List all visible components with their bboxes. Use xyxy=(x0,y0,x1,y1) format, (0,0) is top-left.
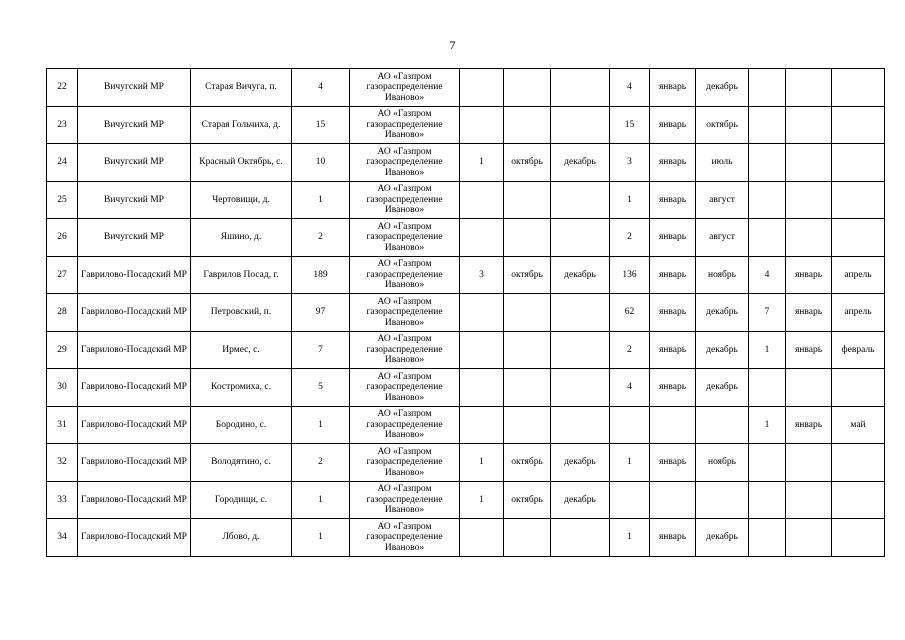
cell-district: Вичугский МР xyxy=(78,144,191,182)
cell-c-count xyxy=(749,106,786,144)
cell-district: Гаврилово-Посадский МР xyxy=(78,294,191,332)
cell-a-start xyxy=(504,106,551,144)
cell-num: 31 xyxy=(47,406,78,444)
cell-district: Гаврилово-Посадский МР xyxy=(78,331,191,369)
cell-a-end: декабрь xyxy=(551,481,610,519)
cell-a-end: декабрь xyxy=(551,444,610,482)
cell-num: 26 xyxy=(47,219,78,257)
cell-a-count xyxy=(460,106,504,144)
cell-b-start: январь xyxy=(650,219,696,257)
cell-b-count: 1 xyxy=(610,181,650,219)
cell-c-start xyxy=(786,144,832,182)
cell-b-count: 1 xyxy=(610,444,650,482)
cell-c-end xyxy=(832,106,885,144)
cell-a-start: октябрь xyxy=(504,444,551,482)
cell-a-end xyxy=(551,331,610,369)
cell-c-start xyxy=(786,219,832,257)
cell-b-start xyxy=(650,406,696,444)
cell-c-end: февраль xyxy=(832,331,885,369)
cell-district: Вичугский МР xyxy=(78,69,191,107)
cell-org: АО «Газпром газораспределение Иваново» xyxy=(350,369,460,407)
cell-place: Костромиха, с. xyxy=(191,369,292,407)
cell-b-count xyxy=(610,406,650,444)
cell-b-count: 2 xyxy=(610,219,650,257)
cell-count: 1 xyxy=(292,406,350,444)
cell-a-start: октябрь xyxy=(504,144,551,182)
cell-b-count: 3 xyxy=(610,144,650,182)
cell-org: АО «Газпром газораспределение Иваново» xyxy=(350,519,460,557)
cell-a-end xyxy=(551,369,610,407)
cell-count: 1 xyxy=(292,181,350,219)
cell-district: Гаврилово-Посадский МР xyxy=(78,256,191,294)
cell-c-start xyxy=(786,369,832,407)
cell-count: 7 xyxy=(292,331,350,369)
cell-num: 25 xyxy=(47,181,78,219)
cell-a-start xyxy=(504,331,551,369)
cell-num: 23 xyxy=(47,106,78,144)
cell-c-count xyxy=(749,481,786,519)
cell-a-start: октябрь xyxy=(504,481,551,519)
cell-num: 27 xyxy=(47,256,78,294)
table-row xyxy=(47,294,885,332)
cell-b-end: ноябрь xyxy=(696,256,749,294)
cell-district: Гаврилово-Посадский МР xyxy=(78,444,191,482)
cell-c-start xyxy=(786,106,832,144)
cell-num: 32 xyxy=(47,444,78,482)
cell-c-start: январь xyxy=(786,331,832,369)
cell-b-count xyxy=(610,481,650,519)
cell-a-count xyxy=(460,519,504,557)
cell-place: Гаврилов Посад, г. xyxy=(191,256,292,294)
cell-district: Гаврилово-Посадский МР xyxy=(78,519,191,557)
cell-c-end xyxy=(832,519,885,557)
cell-count: 2 xyxy=(292,219,350,257)
cell-district: Вичугский МР xyxy=(78,106,191,144)
cell-c-start xyxy=(786,481,832,519)
cell-org: АО «Газпром газораспределение Иваново» xyxy=(350,444,460,482)
table-row xyxy=(47,256,885,294)
cell-a-count xyxy=(460,219,504,257)
cell-c-count xyxy=(749,219,786,257)
cell-b-end: ноябрь xyxy=(696,444,749,482)
cell-c-count xyxy=(749,144,786,182)
cell-b-end xyxy=(696,481,749,519)
cell-num: 22 xyxy=(47,69,78,107)
cell-org: АО «Газпром газораспределение Иваново» xyxy=(350,144,460,182)
cell-c-start xyxy=(786,519,832,557)
cell-num: 29 xyxy=(47,331,78,369)
table-row xyxy=(47,406,885,444)
cell-num: 28 xyxy=(47,294,78,332)
cell-c-start xyxy=(786,181,832,219)
cell-b-start: январь xyxy=(650,106,696,144)
cell-place: Старая Вичуга, п. xyxy=(191,69,292,107)
table-row xyxy=(47,219,885,257)
cell-b-start: январь xyxy=(650,69,696,107)
cell-count: 1 xyxy=(292,519,350,557)
cell-c-count xyxy=(749,369,786,407)
cell-a-count: 3 xyxy=(460,256,504,294)
cell-a-end: декабрь xyxy=(551,144,610,182)
cell-a-end xyxy=(551,106,610,144)
cell-b-start: январь xyxy=(650,444,696,482)
cell-a-start xyxy=(504,219,551,257)
cell-b-end: октябрь xyxy=(696,106,749,144)
cell-c-count xyxy=(749,69,786,107)
cell-c-count xyxy=(749,181,786,219)
cell-a-start xyxy=(504,181,551,219)
cell-a-count xyxy=(460,331,504,369)
table-row xyxy=(47,444,885,482)
cell-b-end: июль xyxy=(696,144,749,182)
cell-place: Яшино, д. xyxy=(191,219,292,257)
cell-b-end: декабрь xyxy=(696,519,749,557)
cell-a-end xyxy=(551,294,610,332)
cell-num: 34 xyxy=(47,519,78,557)
cell-c-count xyxy=(749,444,786,482)
cell-a-end xyxy=(551,519,610,557)
table-row xyxy=(47,481,885,519)
cell-b-count: 4 xyxy=(610,69,650,107)
cell-a-start xyxy=(504,294,551,332)
cell-c-end xyxy=(832,444,885,482)
cell-count: 97 xyxy=(292,294,350,332)
cell-org: АО «Газпром газораспределение Иваново» xyxy=(350,256,460,294)
cell-c-count: 1 xyxy=(749,406,786,444)
cell-org: АО «Газпром газораспределение Иваново» xyxy=(350,181,460,219)
cell-c-start: январь xyxy=(786,256,832,294)
cell-b-end: декабрь xyxy=(696,369,749,407)
cell-district: Гаврилово-Посадский МР xyxy=(78,369,191,407)
cell-a-end xyxy=(551,219,610,257)
cell-a-count xyxy=(460,406,504,444)
cell-district: Гаврилово-Посадский МР xyxy=(78,481,191,519)
cell-a-count: 1 xyxy=(460,144,504,182)
cell-a-start xyxy=(504,369,551,407)
cell-a-start xyxy=(504,406,551,444)
gasification-table xyxy=(46,68,885,557)
cell-org: АО «Газпром газораспределение Иваново» xyxy=(350,406,460,444)
cell-num: 30 xyxy=(47,369,78,407)
table-row xyxy=(47,181,885,219)
cell-place: Володятино, с. xyxy=(191,444,292,482)
cell-district: Вичугский МР xyxy=(78,219,191,257)
cell-b-end: декабрь xyxy=(696,69,749,107)
cell-a-end: декабрь xyxy=(551,256,610,294)
table-row xyxy=(47,519,885,557)
cell-a-count xyxy=(460,181,504,219)
cell-a-count xyxy=(460,294,504,332)
cell-place: Ирмес, с. xyxy=(191,331,292,369)
cell-b-start: январь xyxy=(650,294,696,332)
cell-a-count xyxy=(460,69,504,107)
cell-b-start: январь xyxy=(650,369,696,407)
cell-a-count xyxy=(460,369,504,407)
table-row xyxy=(47,144,885,182)
cell-count: 4 xyxy=(292,69,350,107)
cell-b-end: декабрь xyxy=(696,331,749,369)
cell-b-start: январь xyxy=(650,331,696,369)
cell-org: АО «Газпром газораспределение Иваново» xyxy=(350,69,460,107)
cell-count: 10 xyxy=(292,144,350,182)
cell-b-count: 62 xyxy=(610,294,650,332)
cell-a-start: октябрь xyxy=(504,256,551,294)
cell-b-start: январь xyxy=(650,256,696,294)
cell-a-end xyxy=(551,406,610,444)
cell-c-count: 1 xyxy=(749,331,786,369)
cell-district: Вичугский МР xyxy=(78,181,191,219)
cell-c-end: апрель xyxy=(832,256,885,294)
cell-org: АО «Газпром газораспределение Иваново» xyxy=(350,106,460,144)
cell-place: Петровский, п. xyxy=(191,294,292,332)
cell-a-count: 1 xyxy=(460,481,504,519)
cell-count: 189 xyxy=(292,256,350,294)
cell-c-end xyxy=(832,144,885,182)
cell-c-end xyxy=(832,369,885,407)
cell-c-count: 7 xyxy=(749,294,786,332)
page-number: 7 xyxy=(449,38,456,52)
cell-c-count: 4 xyxy=(749,256,786,294)
cell-place: Бородино, с. xyxy=(191,406,292,444)
cell-c-count xyxy=(749,519,786,557)
cell-b-start: январь xyxy=(650,181,696,219)
table-row xyxy=(47,69,885,107)
cell-b-start: январь xyxy=(650,519,696,557)
cell-org: АО «Газпром газораспределение Иваново» xyxy=(350,331,460,369)
cell-b-count: 4 xyxy=(610,369,650,407)
cell-num: 24 xyxy=(47,144,78,182)
cell-c-start xyxy=(786,69,832,107)
cell-c-end: май xyxy=(832,406,885,444)
cell-b-count: 136 xyxy=(610,256,650,294)
cell-a-start xyxy=(504,69,551,107)
cell-place: Лбово, д. xyxy=(191,519,292,557)
cell-b-end xyxy=(696,406,749,444)
cell-a-end xyxy=(551,69,610,107)
cell-count: 2 xyxy=(292,444,350,482)
cell-count: 5 xyxy=(292,369,350,407)
cell-b-count: 2 xyxy=(610,331,650,369)
cell-c-end xyxy=(832,219,885,257)
table-row xyxy=(47,331,885,369)
cell-c-end xyxy=(832,69,885,107)
cell-count: 1 xyxy=(292,481,350,519)
cell-place: Старая Гольчиха, д. xyxy=(191,106,292,144)
cell-place: Городищи, с. xyxy=(191,481,292,519)
cell-b-count: 1 xyxy=(610,519,650,557)
cell-a-count: 1 xyxy=(460,444,504,482)
cell-b-end: декабрь xyxy=(696,294,749,332)
cell-org: АО «Газпром газораспределение Иваново» xyxy=(350,481,460,519)
cell-district: Гаврилово-Посадский МР xyxy=(78,406,191,444)
cell-c-start: январь xyxy=(786,406,832,444)
cell-num: 33 xyxy=(47,481,78,519)
cell-place: Красный Октябрь, с. xyxy=(191,144,292,182)
cell-c-end xyxy=(832,181,885,219)
cell-c-end: апрель xyxy=(832,294,885,332)
table-body xyxy=(47,69,885,557)
cell-c-start: январь xyxy=(786,294,832,332)
table-row xyxy=(47,106,885,144)
cell-c-start xyxy=(786,444,832,482)
cell-c-end xyxy=(832,481,885,519)
cell-org: АО «Газпром газораспределение Иваново» xyxy=(350,219,460,257)
cell-b-end: август xyxy=(696,219,749,257)
cell-org: АО «Газпром газораспределение Иваново» xyxy=(350,294,460,332)
cell-place: Чертовищи, д. xyxy=(191,181,292,219)
cell-a-end xyxy=(551,181,610,219)
cell-b-start: январь xyxy=(650,144,696,182)
cell-b-count: 15 xyxy=(610,106,650,144)
cell-a-start xyxy=(504,519,551,557)
cell-count: 15 xyxy=(292,106,350,144)
table-row xyxy=(47,369,885,407)
cell-b-end: август xyxy=(696,181,749,219)
cell-b-start xyxy=(650,481,696,519)
